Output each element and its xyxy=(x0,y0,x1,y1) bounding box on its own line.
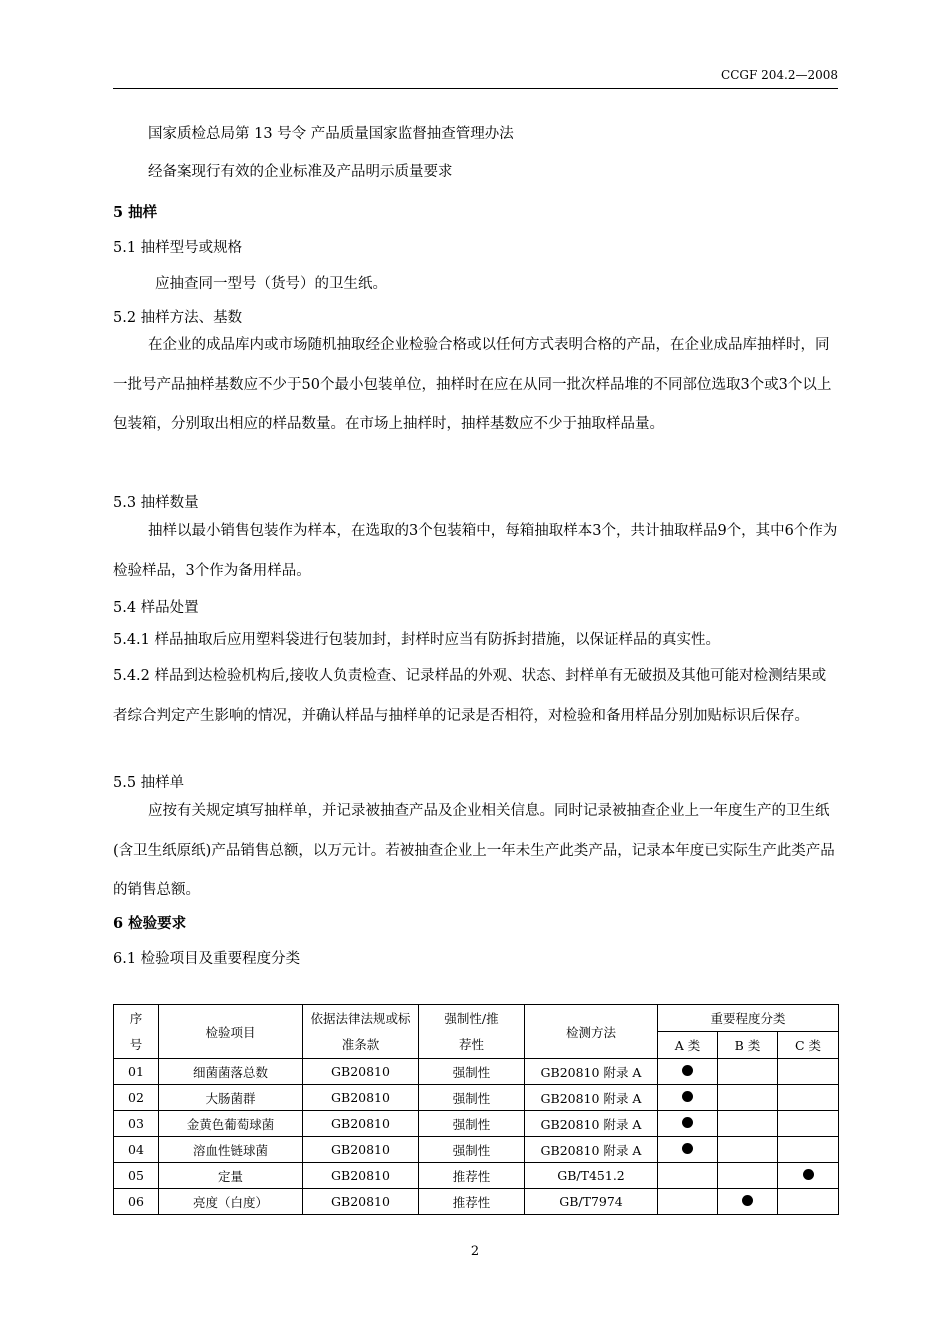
header-mandatory-line1: 强制性/推 xyxy=(444,1010,499,1026)
reference-1: 国家质检总局第 13 号令 产品质量国家监督抽查管理办法 xyxy=(148,126,514,142)
header-basis xyxy=(303,1005,419,1059)
section-6-1-title: 6.1 检验项目及重要程度分类 xyxy=(113,951,301,967)
reference-2: 经备案现行有效的企业标准及产品明示质量要求 xyxy=(148,164,453,180)
header-mandatory-line2: 荐性 xyxy=(458,1036,484,1052)
header-basis-line1: 依据法律法规或标 xyxy=(310,1010,411,1026)
basis-cell: GB20810 xyxy=(303,1163,419,1189)
mandatory-cell: 强制性 xyxy=(419,1111,525,1137)
basis-cell: GB20810 xyxy=(303,1059,419,1085)
section-5-1-text: 应抽查同一型号（货号）的卫生纸。 xyxy=(155,276,387,292)
class-b-cell xyxy=(718,1137,778,1163)
class-a-cell xyxy=(658,1059,718,1085)
table-row xyxy=(114,1111,839,1137)
section-5-3-title: 5.3 抽样数量 xyxy=(113,495,199,511)
item-cell: 溶血性链球菌 xyxy=(159,1137,303,1163)
page-number: 2 xyxy=(470,1244,480,1259)
section-5-4-title: 5.4 样品处置 xyxy=(113,600,199,616)
table-row xyxy=(114,1059,839,1085)
class-c-cell xyxy=(778,1111,839,1137)
class-a-cell xyxy=(658,1137,718,1163)
header-importance: 重要程度分类 xyxy=(658,1005,839,1032)
class-a-cell xyxy=(658,1189,718,1215)
basis-cell: GB20810 xyxy=(303,1111,419,1137)
class-a-cell xyxy=(658,1163,718,1189)
mandatory-cell: 推荐性 xyxy=(419,1189,525,1215)
filled-dot-icon xyxy=(682,1117,693,1128)
mandatory-cell: 强制性 xyxy=(419,1085,525,1111)
method-cell: GB/T451.2 xyxy=(525,1163,658,1189)
class-c-cell xyxy=(778,1163,839,1189)
table-body xyxy=(114,1059,839,1215)
inspection-items-table xyxy=(113,1004,839,1215)
method-cell: GB/T7974 xyxy=(525,1189,658,1215)
table-row xyxy=(114,1189,839,1215)
class-b-cell xyxy=(718,1163,778,1189)
header-seq-line2: 号 xyxy=(129,1036,143,1052)
section-5-4-2-text: 5.4.2 样品到达检验机构后,接收人负责检查、记录样品的外观、状态、封样单有无破损及其他可能对检测结果或者综合判定产生影响的情况，并确认样品与抽样单的记录是否相符，对检验和备用样品分别加贴标识后保存。 xyxy=(113,668,827,724)
section-6-title: 6 检验要求 xyxy=(113,915,187,932)
standard-code: CCGF 204.2—2008 xyxy=(721,68,838,82)
item-cell: 定量 xyxy=(159,1163,303,1189)
method-cell: GB20810 附录 A xyxy=(525,1085,658,1111)
class-b-cell xyxy=(718,1111,778,1137)
class-b-cell xyxy=(718,1085,778,1111)
header-seq-line1: 序 xyxy=(129,1010,143,1026)
header-class-a: A 类 xyxy=(658,1032,718,1059)
mandatory-cell: 强制性 xyxy=(419,1059,525,1085)
class-a-cell xyxy=(658,1085,718,1111)
class-b-cell xyxy=(718,1059,778,1085)
section-5-1-title: 5.1 抽样型号或规格 xyxy=(113,240,243,256)
basis-cell: GB20810 xyxy=(303,1085,419,1111)
header-class-c: C 类 xyxy=(778,1032,839,1059)
section-5-5-text: 应按有关规定填写抽样单，并记录被抽查产品及企业相关信息。同时记录被抽查企业上一年度生产的卫生纸(含卫生纸原纸)产品销售总额，以万元计。若被抽查企业上一年未生产此类产品，记录本年度已实际生产此类产品的销售总额。 xyxy=(113,803,835,898)
class-c-cell xyxy=(778,1189,839,1215)
section-5-4-1-text: 5.4.1 样品抽取后应用塑料袋进行包装加封，封样时应当有防拆封措施，以保证样品的真实性。 xyxy=(113,632,720,648)
method-cell: GB20810 附录 A xyxy=(525,1059,658,1085)
table-row xyxy=(114,1085,839,1111)
filled-dot-icon xyxy=(682,1143,693,1154)
basis-cell: GB20810 xyxy=(303,1137,419,1163)
header-mandatory xyxy=(419,1005,525,1059)
seq-cell: 05 xyxy=(114,1163,159,1189)
header-class-b: B 类 xyxy=(718,1032,778,1059)
item-cell: 金黄色葡萄球菌 xyxy=(159,1111,303,1137)
class-a-cell xyxy=(658,1111,718,1137)
class-c-cell xyxy=(778,1059,839,1085)
seq-cell: 03 xyxy=(114,1111,159,1137)
filled-dot-icon xyxy=(742,1195,753,1206)
section-5-5-title: 5.5 抽样单 xyxy=(113,775,185,791)
header-item: 检验项目 xyxy=(159,1005,303,1059)
section-5-2-title: 5.2 抽样方法、基数 xyxy=(113,310,243,326)
header-basis-line2: 准条款 xyxy=(341,1036,380,1052)
page-header xyxy=(113,66,838,89)
basis-cell: GB20810 xyxy=(303,1189,419,1215)
table-row xyxy=(114,1137,839,1163)
filled-dot-icon xyxy=(803,1169,814,1180)
method-cell: GB20810 附录 A xyxy=(525,1137,658,1163)
method-cell: GB20810 附录 A xyxy=(525,1111,658,1137)
header-method: 检测方法 xyxy=(525,1005,658,1059)
section-5-2-text: 在企业的成品库内或市场随机抽取经企业检验合格或以任何方式表明合格的产品，在企业成品库抽样时，同一批号产品抽样基数应不少于50个最小包装单位，抽样时在应在从同一批次样品堆的不同部位选取3个或3个以上包装箱，分别取出相应的样品数量。在市场上抽样时，抽样基数应不少于抽取样品量。 xyxy=(113,337,832,432)
mandatory-cell: 强制性 xyxy=(419,1137,525,1163)
class-c-cell xyxy=(778,1085,839,1111)
class-b-cell xyxy=(718,1189,778,1215)
table-row xyxy=(114,1163,839,1189)
section-5-3-text: 抽样以最小销售包装作为样本，在选取的3个包装箱中，每箱抽取样本3个，共计抽取样品9个，其中6个作为检验样品，3个作为备用样品。 xyxy=(113,523,838,579)
filled-dot-icon xyxy=(682,1091,693,1102)
header-seq xyxy=(114,1005,159,1059)
class-c-cell xyxy=(778,1137,839,1163)
item-cell: 细菌菌落总数 xyxy=(159,1059,303,1085)
item-cell: 亮度（白度） xyxy=(159,1189,303,1215)
seq-cell: 04 xyxy=(114,1137,159,1163)
mandatory-cell: 推荐性 xyxy=(419,1163,525,1189)
seq-cell: 02 xyxy=(114,1085,159,1111)
item-cell: 大肠菌群 xyxy=(159,1085,303,1111)
seq-cell: 06 xyxy=(114,1189,159,1215)
filled-dot-icon xyxy=(682,1065,693,1076)
section-5-title: 5 抽样 xyxy=(113,204,158,221)
seq-cell: 01 xyxy=(114,1059,159,1085)
